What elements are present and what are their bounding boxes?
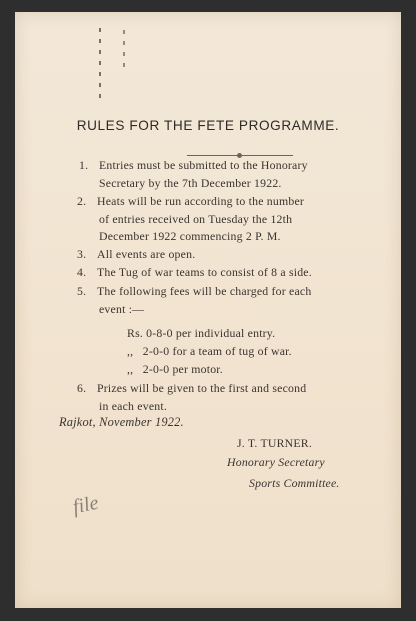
fee-motor: ,, 2-0-0 per motor.: [127, 362, 223, 376]
rule-2-number: 2.: [77, 194, 87, 208]
document-sheet: [15, 12, 401, 608]
rule-4-number: 4.: [77, 265, 87, 279]
ink-mark: [99, 28, 101, 98]
rule-3-line-1: All events are open.: [97, 247, 196, 261]
rule-5-line-1: The following fees will be charged for each: [97, 284, 312, 298]
signatory-name: J. T. TURNER.: [237, 436, 313, 450]
handwritten-initial: file: [70, 491, 101, 519]
fee-individual-entry: Rs. 0-8-0 per individual entry.: [127, 326, 276, 340]
document-title: RULES FOR THE FETE PROGRAMME.: [76, 118, 340, 133]
rule-2-line-3: December 1922 commencing 2 P. M.: [99, 229, 281, 243]
rule-6-line-1: Prizes will be given to the first and second: [97, 381, 307, 395]
rule-5-line-2: event :—: [99, 302, 145, 316]
signatory-committee: Sports Committee.: [249, 476, 340, 490]
fee-tug-of-war-team: ,, 2-0-0 for a team of tug of war.: [127, 344, 292, 358]
signatory-role: Honorary Secretary: [227, 455, 325, 469]
rule-3-number: 3.: [77, 247, 87, 261]
rule-1-line-1: Entries must be submitted to the Honorary: [99, 158, 308, 172]
rule-6-number: 6.: [77, 381, 87, 395]
ink-mark: [123, 30, 125, 70]
rule-2-line-1: Heats will be run according to the number: [97, 194, 305, 208]
rule-6-line-2: in each event.: [99, 399, 167, 413]
place-date: Rajkot, November 1922.: [59, 415, 184, 429]
rule-5-number: 5.: [77, 284, 87, 298]
rule-2-line-2: of entries received on Tuesday the 12th: [99, 212, 293, 226]
rule-4-line-1: The Tug of war teams to consist of 8 a side.: [97, 265, 312, 279]
rule-1-line-2: Secretary by the 7th December 1922.: [99, 176, 282, 190]
rule-1-number: 1.: [79, 158, 89, 172]
